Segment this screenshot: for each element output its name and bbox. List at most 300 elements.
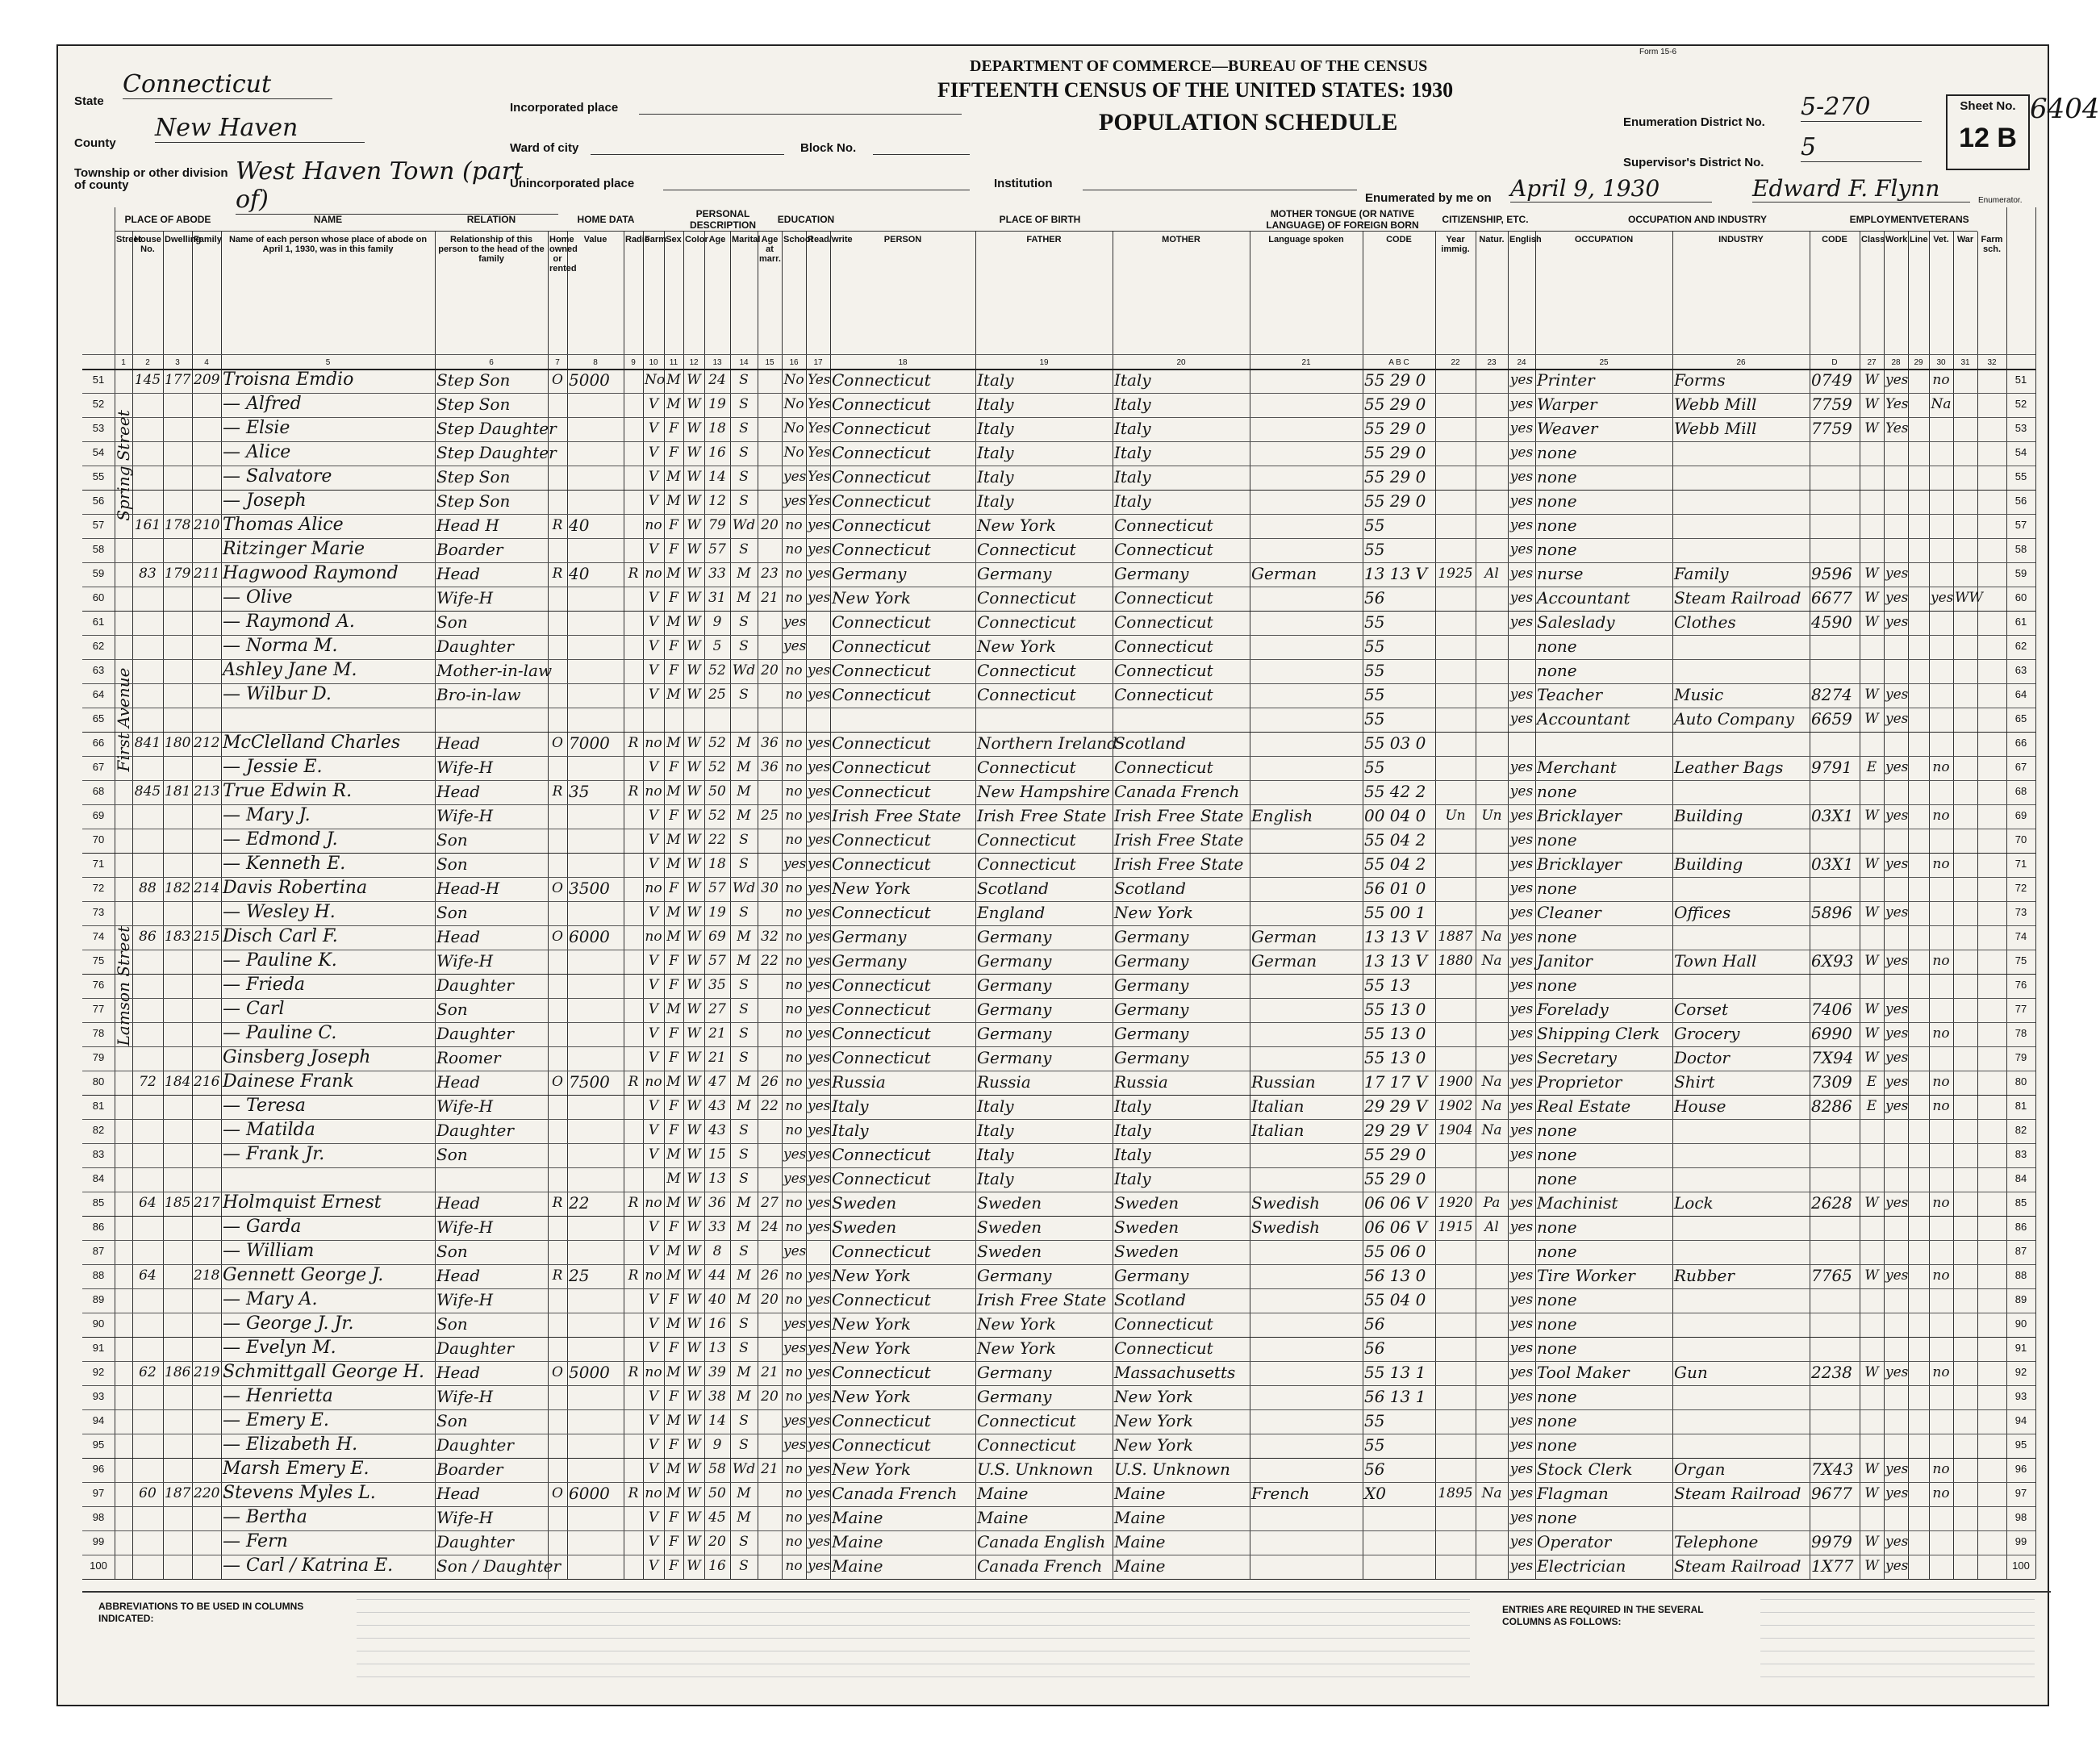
cell-code: 56 [1364, 1314, 1385, 1334]
column-number: 14 [739, 358, 749, 367]
cell-rel: Head-H [436, 879, 500, 898]
cell-rel: Head [436, 1266, 481, 1285]
cell-sch: yes [783, 469, 807, 485]
cell-rw: yes [808, 880, 831, 896]
cell-color: W [687, 1509, 701, 1526]
cell-age: 21 [708, 1050, 726, 1066]
column-divider [1929, 232, 1930, 1579]
cell-agm: 20 [761, 517, 779, 533]
line-number-left: 67 [92, 761, 105, 773]
street-name-label: First Avenue [114, 667, 133, 772]
cell-mbp: Sweden [1114, 1193, 1179, 1213]
cell-rw: yes [808, 1437, 831, 1453]
cell-rw: yes [808, 566, 831, 582]
cell-name: Ashley Jane M. [223, 660, 357, 680]
cell-radio: R [628, 735, 639, 751]
cell-age: 33 [708, 566, 726, 582]
line-number-left: 89 [92, 1293, 105, 1305]
cell-rel: Head [436, 1193, 481, 1213]
cell-work: yes [1885, 614, 1909, 630]
cell-bp: Connecticut [832, 1242, 931, 1261]
cell-eng: yes [1509, 1146, 1534, 1163]
cell-eng: yes [1509, 904, 1534, 921]
cell-occ: Shipping Clerk [1537, 1024, 1660, 1043]
cell-nat: Al [1484, 566, 1499, 582]
column-number: 11 [669, 358, 678, 367]
department-title: DEPARTMENT OF COMMERCE—BUREAU OF THE CENSUS [970, 57, 1428, 75]
cell-occ: none [1537, 1435, 1577, 1455]
cell-cls: E [1866, 1098, 1877, 1114]
cell-age: 52 [708, 808, 726, 824]
cell-fbp: Connecticut [977, 830, 1076, 850]
cell-farm: V [648, 1413, 659, 1429]
cell-occ: none [1537, 1217, 1577, 1237]
cell-cls: W [1864, 904, 1879, 921]
cell-mar: M [737, 566, 751, 582]
column-number: 27 [1867, 358, 1877, 367]
line-number-left: 86 [92, 1221, 105, 1233]
cell-mar: S [739, 1340, 749, 1356]
cell-eng: yes [1509, 1025, 1534, 1042]
line-number-right: 57 [2014, 519, 2027, 531]
cell-own: O [552, 880, 563, 896]
cell-val: 22 [569, 1193, 590, 1213]
cell-work: yes [1885, 856, 1909, 872]
cell-bp: Italy [832, 1096, 869, 1116]
line-number-left: 91 [92, 1342, 105, 1354]
cell-age: 43 [708, 1098, 726, 1114]
cell-code: 55 04 2 [1364, 830, 1426, 850]
cell-rw: yes [808, 590, 831, 606]
line-number-left: 77 [92, 1003, 105, 1015]
cell-work: yes [1885, 953, 1909, 969]
cell-bp: New York [832, 1338, 911, 1358]
cell-bp: Irish Free State [832, 806, 962, 825]
cell-color: W [687, 904, 701, 921]
cell-rel: Son / Daughter [436, 1556, 562, 1576]
cell-mbp: Italy [1114, 1096, 1151, 1116]
cell-mar: S [739, 1534, 749, 1550]
cell-eng: yes [1509, 783, 1534, 800]
cell-c2: 88 [139, 880, 157, 896]
cell-work: yes [1885, 1558, 1909, 1574]
cell-ocode: 03X1 [1811, 806, 1854, 825]
cell-farm: no [645, 880, 662, 896]
cell-rw: yes [808, 904, 831, 921]
cell-occ: none [1537, 637, 1577, 656]
line-number-left: 63 [92, 664, 105, 676]
line-number-right: 90 [2014, 1317, 2027, 1330]
cell-rel: Wife-H [436, 806, 494, 825]
ward-value [591, 136, 784, 155]
cell-fbp: Connecticut [977, 685, 1076, 704]
cell-farm: no [645, 1074, 662, 1090]
cell-age: 18 [708, 856, 726, 872]
cell-farm: V [648, 1534, 659, 1550]
cell-sch: yes [783, 638, 807, 654]
line-number-right: 58 [2014, 543, 2027, 555]
cell-ind: Webb Mill [1674, 395, 1757, 414]
cell-fbp: Sweden [977, 1193, 1042, 1213]
cell-farm: V [648, 687, 659, 703]
cell-vet: no [1932, 1195, 1950, 1211]
cell-c2: 64 [139, 1195, 157, 1211]
cell-occ: none [1537, 467, 1577, 486]
cell-eng: yes [1509, 1364, 1534, 1380]
column-number: 32 [1987, 358, 1997, 367]
cell-ind: Clothes [1674, 612, 1736, 632]
line-number-left: 98 [92, 1511, 105, 1523]
cell-lang: German [1251, 564, 1317, 583]
sheet-number-box [1946, 94, 2030, 170]
column-header: Name of each person whose place of abode on April 1, 1930, was in this family [228, 235, 428, 254]
cell-rel: Daughter [436, 1338, 514, 1358]
cell-mbp: New York [1114, 1435, 1193, 1455]
cell-sex: M [666, 1485, 681, 1501]
cell-sch: no [785, 590, 803, 606]
cell-eng: yes [1509, 711, 1534, 727]
cell-val: 5000 [569, 370, 610, 390]
cell-sch: no [785, 1558, 803, 1574]
cell-name: — Olive [223, 587, 293, 608]
line-number-left: 76 [92, 979, 105, 991]
cell-age: 12 [708, 493, 726, 509]
column-header: PERSON [883, 235, 922, 244]
column-divider [1508, 232, 1509, 1579]
cell-c3: 181 [165, 783, 191, 800]
cell-fbp: Northern Ireland [977, 733, 1117, 753]
cell-work: Yes [1885, 396, 1909, 412]
line-number-right: 97 [2014, 1487, 2027, 1499]
ward-label: Ward of city [510, 141, 579, 155]
cell-rw: yes [808, 1509, 831, 1526]
cell-c4: 217 [194, 1195, 220, 1211]
cell-sex: M [666, 856, 681, 872]
line-number-left: 59 [92, 567, 105, 579]
cell-sex: M [666, 783, 681, 800]
cell-ind: Webb Mill [1674, 419, 1757, 438]
cell-sex: M [666, 1267, 681, 1284]
cell-sch: no [785, 783, 803, 800]
cell-occ: none [1537, 661, 1577, 680]
cell-ocode: 9979 [1811, 1532, 1852, 1551]
cell-color: W [687, 590, 701, 606]
column-group-header: MOTHER TONGUE (OR NATIVE LANGUAGE) OF FOREIGN BORN [1250, 207, 1435, 232]
column-divider [643, 232, 644, 1579]
cell-mbp: Italy [1114, 395, 1151, 414]
cell-c4: 210 [194, 517, 220, 533]
cell-age: 52 [708, 735, 726, 751]
cell-work: yes [1885, 759, 1909, 775]
unincorporated-place-label: Unincorporated place [510, 177, 635, 190]
cell-sch: no [785, 735, 803, 751]
cell-own: O [552, 1485, 563, 1501]
cell-farm: V [648, 469, 659, 485]
cell-sex: F [669, 1509, 678, 1526]
cell-sex: F [669, 662, 678, 679]
cell-eng: yes [1509, 1316, 1534, 1332]
cell-eng: yes [1509, 687, 1534, 703]
column-header: Radio [625, 235, 650, 244]
cell-color: W [687, 1001, 701, 1017]
cell-name: — Elizabeth H. [223, 1434, 358, 1455]
cell-occ: none [1537, 491, 1577, 511]
column-divider [730, 232, 731, 1579]
cell-eng: yes [1509, 1098, 1534, 1114]
cell-farm: no [645, 1195, 662, 1211]
cell-sch: no [785, 1388, 803, 1405]
cell-c4: 218 [194, 1267, 220, 1284]
cell-sch: yes [783, 1340, 807, 1356]
line-number-left: 92 [92, 1366, 105, 1378]
line-number-right: 53 [2014, 422, 2027, 434]
cell-color: W [687, 808, 701, 824]
column-divider [192, 232, 193, 1579]
column-header: MOTHER [1162, 235, 1200, 244]
cell-eng: yes [1509, 1001, 1534, 1017]
supervisor-district-value: 5 [1801, 133, 1922, 162]
cell-occ: Flagman [1537, 1484, 1609, 1503]
cell-farm: V [648, 904, 659, 921]
cell-ind: Leather Bags [1674, 758, 1784, 777]
cell-agm: 23 [761, 566, 779, 582]
cell-rel: Daughter [436, 1532, 514, 1551]
cell-vet: no [1932, 759, 1950, 775]
cell-occ: Warper [1537, 395, 1597, 414]
cell-rel: Daughter [436, 1024, 514, 1043]
cell-code: 55 29 0 [1364, 1145, 1426, 1164]
cell-cls: W [1864, 1364, 1879, 1380]
cell-c4: 216 [194, 1074, 220, 1090]
line-number-right: 91 [2014, 1342, 2027, 1354]
cell-bp: Connecticut [832, 661, 931, 680]
cell-color: W [687, 396, 701, 412]
line-number-right: 71 [2014, 858, 2027, 870]
cell-name: Davis Robertina [223, 878, 368, 898]
cell-occ: Stock Clerk [1537, 1459, 1633, 1479]
cell-fbp: Germany [977, 927, 1052, 946]
cell-code: 56 [1364, 588, 1385, 608]
column-group-header: RELATION [435, 207, 548, 232]
cell-code: 55 06 0 [1364, 1242, 1426, 1261]
cell-eng: yes [1509, 1292, 1534, 1308]
cell-code: 56 [1364, 1338, 1385, 1358]
cell-c4: 220 [194, 1485, 220, 1501]
cell-sch: no [785, 759, 803, 775]
cell-mar: S [739, 1243, 749, 1259]
line-number-right: 63 [2014, 664, 2027, 676]
cell-rw: yes [808, 1461, 831, 1477]
cell-eng: yes [1509, 1050, 1534, 1066]
cell-lang: Italian [1251, 1121, 1305, 1140]
cell-val: 3500 [569, 879, 610, 898]
line-number-left: 96 [92, 1463, 105, 1475]
cell-farm: V [648, 1219, 659, 1235]
cell-sch: no [785, 953, 803, 969]
cell-bp: Connecticut [832, 516, 931, 535]
cell-mbp: Canada French [1114, 782, 1240, 801]
cell-mar: M [737, 1388, 751, 1405]
cell-radio: R [628, 1267, 639, 1284]
cell-eng: yes [1509, 1558, 1534, 1574]
cell-code: 55 [1364, 516, 1385, 535]
cell-own: R [552, 1267, 563, 1284]
line-number-right: 70 [2014, 833, 2027, 846]
cell-sex: F [669, 880, 678, 896]
cell-occ: Forelady [1537, 1000, 1609, 1019]
cell-rw: yes [808, 783, 831, 800]
cell-farm: V [648, 662, 659, 679]
column-header: Read/write [808, 235, 853, 244]
cell-ocode: 03X1 [1811, 854, 1854, 874]
cell-name: — Jessie E. [223, 757, 323, 777]
cell-bp: Connecticut [832, 1024, 931, 1043]
cell-farm: V [648, 1437, 659, 1453]
cell-ocode: 2238 [1811, 1363, 1852, 1382]
cell-sex: F [669, 1025, 678, 1042]
cell-sch: no [785, 1050, 803, 1066]
cell-color: W [687, 469, 701, 485]
line-number-right: 60 [2014, 591, 2027, 603]
cell-c3: 178 [165, 517, 191, 533]
cell-name: — Salvatore [223, 466, 332, 486]
column-header: School [783, 235, 813, 244]
cell-rw: yes [808, 1534, 831, 1550]
cell-sex: M [666, 493, 681, 509]
cell-ind: Building [1674, 854, 1743, 874]
cell-occ: none [1537, 1508, 1577, 1527]
cell-ind: Gun [1674, 1363, 1708, 1382]
cell-bp: Connecticut [832, 1169, 931, 1188]
line-number-right: 80 [2014, 1075, 2027, 1088]
cell-rw: yes [808, 1292, 831, 1308]
cell-fbp: Italy [977, 443, 1014, 462]
line-number-right: 88 [2014, 1269, 2027, 1281]
cell-color: W [687, 614, 701, 630]
cell-farm: no [645, 929, 662, 945]
cell-farm: V [648, 493, 659, 509]
cell-code: 55 29 0 [1364, 491, 1426, 511]
cell-color: W [687, 1340, 701, 1356]
cell-sch: no [785, 977, 803, 993]
line-number-right: 68 [2014, 785, 2027, 797]
cell-eng: yes [1509, 1340, 1534, 1356]
cell-ind: Lock [1674, 1193, 1714, 1213]
cell-cls: W [1864, 1558, 1879, 1574]
cell-farm: V [648, 1050, 659, 1066]
cell-rw: yes [808, 687, 831, 703]
cell-agm: 22 [761, 953, 779, 969]
cell-mar: M [737, 1509, 751, 1526]
cell-rel: Wife-H [436, 758, 494, 777]
column-number: 20 [1176, 358, 1186, 367]
cell-c3: 182 [165, 880, 191, 896]
cell-farm: no [645, 517, 662, 533]
cell-sex: M [666, 687, 681, 703]
line-number-right: 100 [2012, 1560, 2030, 1572]
cell-code: 55 29 0 [1364, 1169, 1426, 1188]
cell-ind: Organ [1674, 1459, 1726, 1479]
column-group-header: OCCUPATION AND INDUSTRY [1535, 207, 1860, 232]
column-number: 22 [1451, 358, 1460, 367]
cell-sex: M [666, 372, 681, 388]
cell-farm: V [648, 1558, 659, 1574]
cell-occ: nurse [1537, 564, 1584, 583]
cell-val: 40 [569, 564, 590, 583]
column-group-header: NAME [221, 207, 435, 232]
cell-nat: Na [1481, 1485, 1502, 1501]
column-header: Year immig. [1441, 235, 1470, 254]
cell-name: — Elsie [223, 418, 290, 438]
column-divider [664, 232, 665, 1579]
cell-ind: Shirt [1674, 1072, 1715, 1092]
cell-name: McClelland Charles [223, 733, 401, 753]
cell-sex: M [666, 1316, 681, 1332]
cell-name: — Matilda [223, 1120, 315, 1140]
cell-sch: no [785, 566, 803, 582]
line-number-right: 83 [2014, 1148, 2027, 1160]
cell-imm: 1925 [1438, 566, 1473, 582]
cell-sex: F [669, 420, 678, 436]
line-number-left: 95 [92, 1438, 105, 1451]
cell-agm: 26 [761, 1267, 779, 1284]
cell-mbp: Germany [1114, 1024, 1189, 1043]
cell-code: 55 [1364, 685, 1385, 704]
cell-rw: Yes [808, 493, 831, 509]
cell-occ: none [1537, 1290, 1577, 1309]
cell-bp: Canada French [832, 1484, 958, 1503]
cell-mbp: Connecticut [1114, 661, 1213, 680]
line-number-right: 67 [2014, 761, 2027, 773]
cell-code: 55 13 0 [1364, 1000, 1426, 1019]
cell-bp: Sweden [832, 1217, 897, 1237]
cell-cls: W [1864, 566, 1879, 582]
column-divider [806, 232, 807, 1579]
line-number-right: 78 [2014, 1027, 2027, 1039]
cell-name: — George J. Jr. [223, 1313, 354, 1334]
township-label: Township or other division of county [74, 166, 228, 192]
cell-vet: no [1932, 1485, 1950, 1501]
column-header: Line [1910, 235, 1928, 244]
cell-name: — Mary J. [223, 805, 311, 825]
cell-age: 13 [708, 1340, 726, 1356]
cell-name: — Teresa [223, 1096, 306, 1116]
cell-mbp: Germany [1114, 1266, 1189, 1285]
cell-bp: Connecticut [832, 491, 931, 511]
cell-code: 56 13 0 [1364, 1266, 1426, 1285]
line-number-left: 82 [92, 1124, 105, 1136]
cell-bp: Connecticut [832, 540, 931, 559]
cell-sex: M [666, 469, 681, 485]
cell-fbp: Italy [977, 419, 1014, 438]
cell-rel: Boarder [436, 540, 503, 559]
cell-sch: yes [783, 1243, 807, 1259]
cell-work: yes [1885, 1025, 1909, 1042]
cell-rw: Yes [808, 420, 831, 436]
cell-name: — Alfred [223, 394, 302, 414]
cell-code: 55 [1364, 1411, 1385, 1430]
cell-age: 57 [708, 953, 726, 969]
line-number-right: 98 [2014, 1511, 2027, 1523]
cell-farm: V [648, 1243, 659, 1259]
cell-code: 55 04 0 [1364, 1290, 1426, 1309]
column-group-header: PLACE OF BIRTH [830, 207, 1250, 232]
cell-age: 33 [708, 1219, 726, 1235]
cell-cls: W [1864, 396, 1879, 412]
cell-sch: no [785, 1025, 803, 1042]
cell-mar: M [737, 1219, 751, 1235]
cell-age: 15 [708, 1146, 726, 1163]
